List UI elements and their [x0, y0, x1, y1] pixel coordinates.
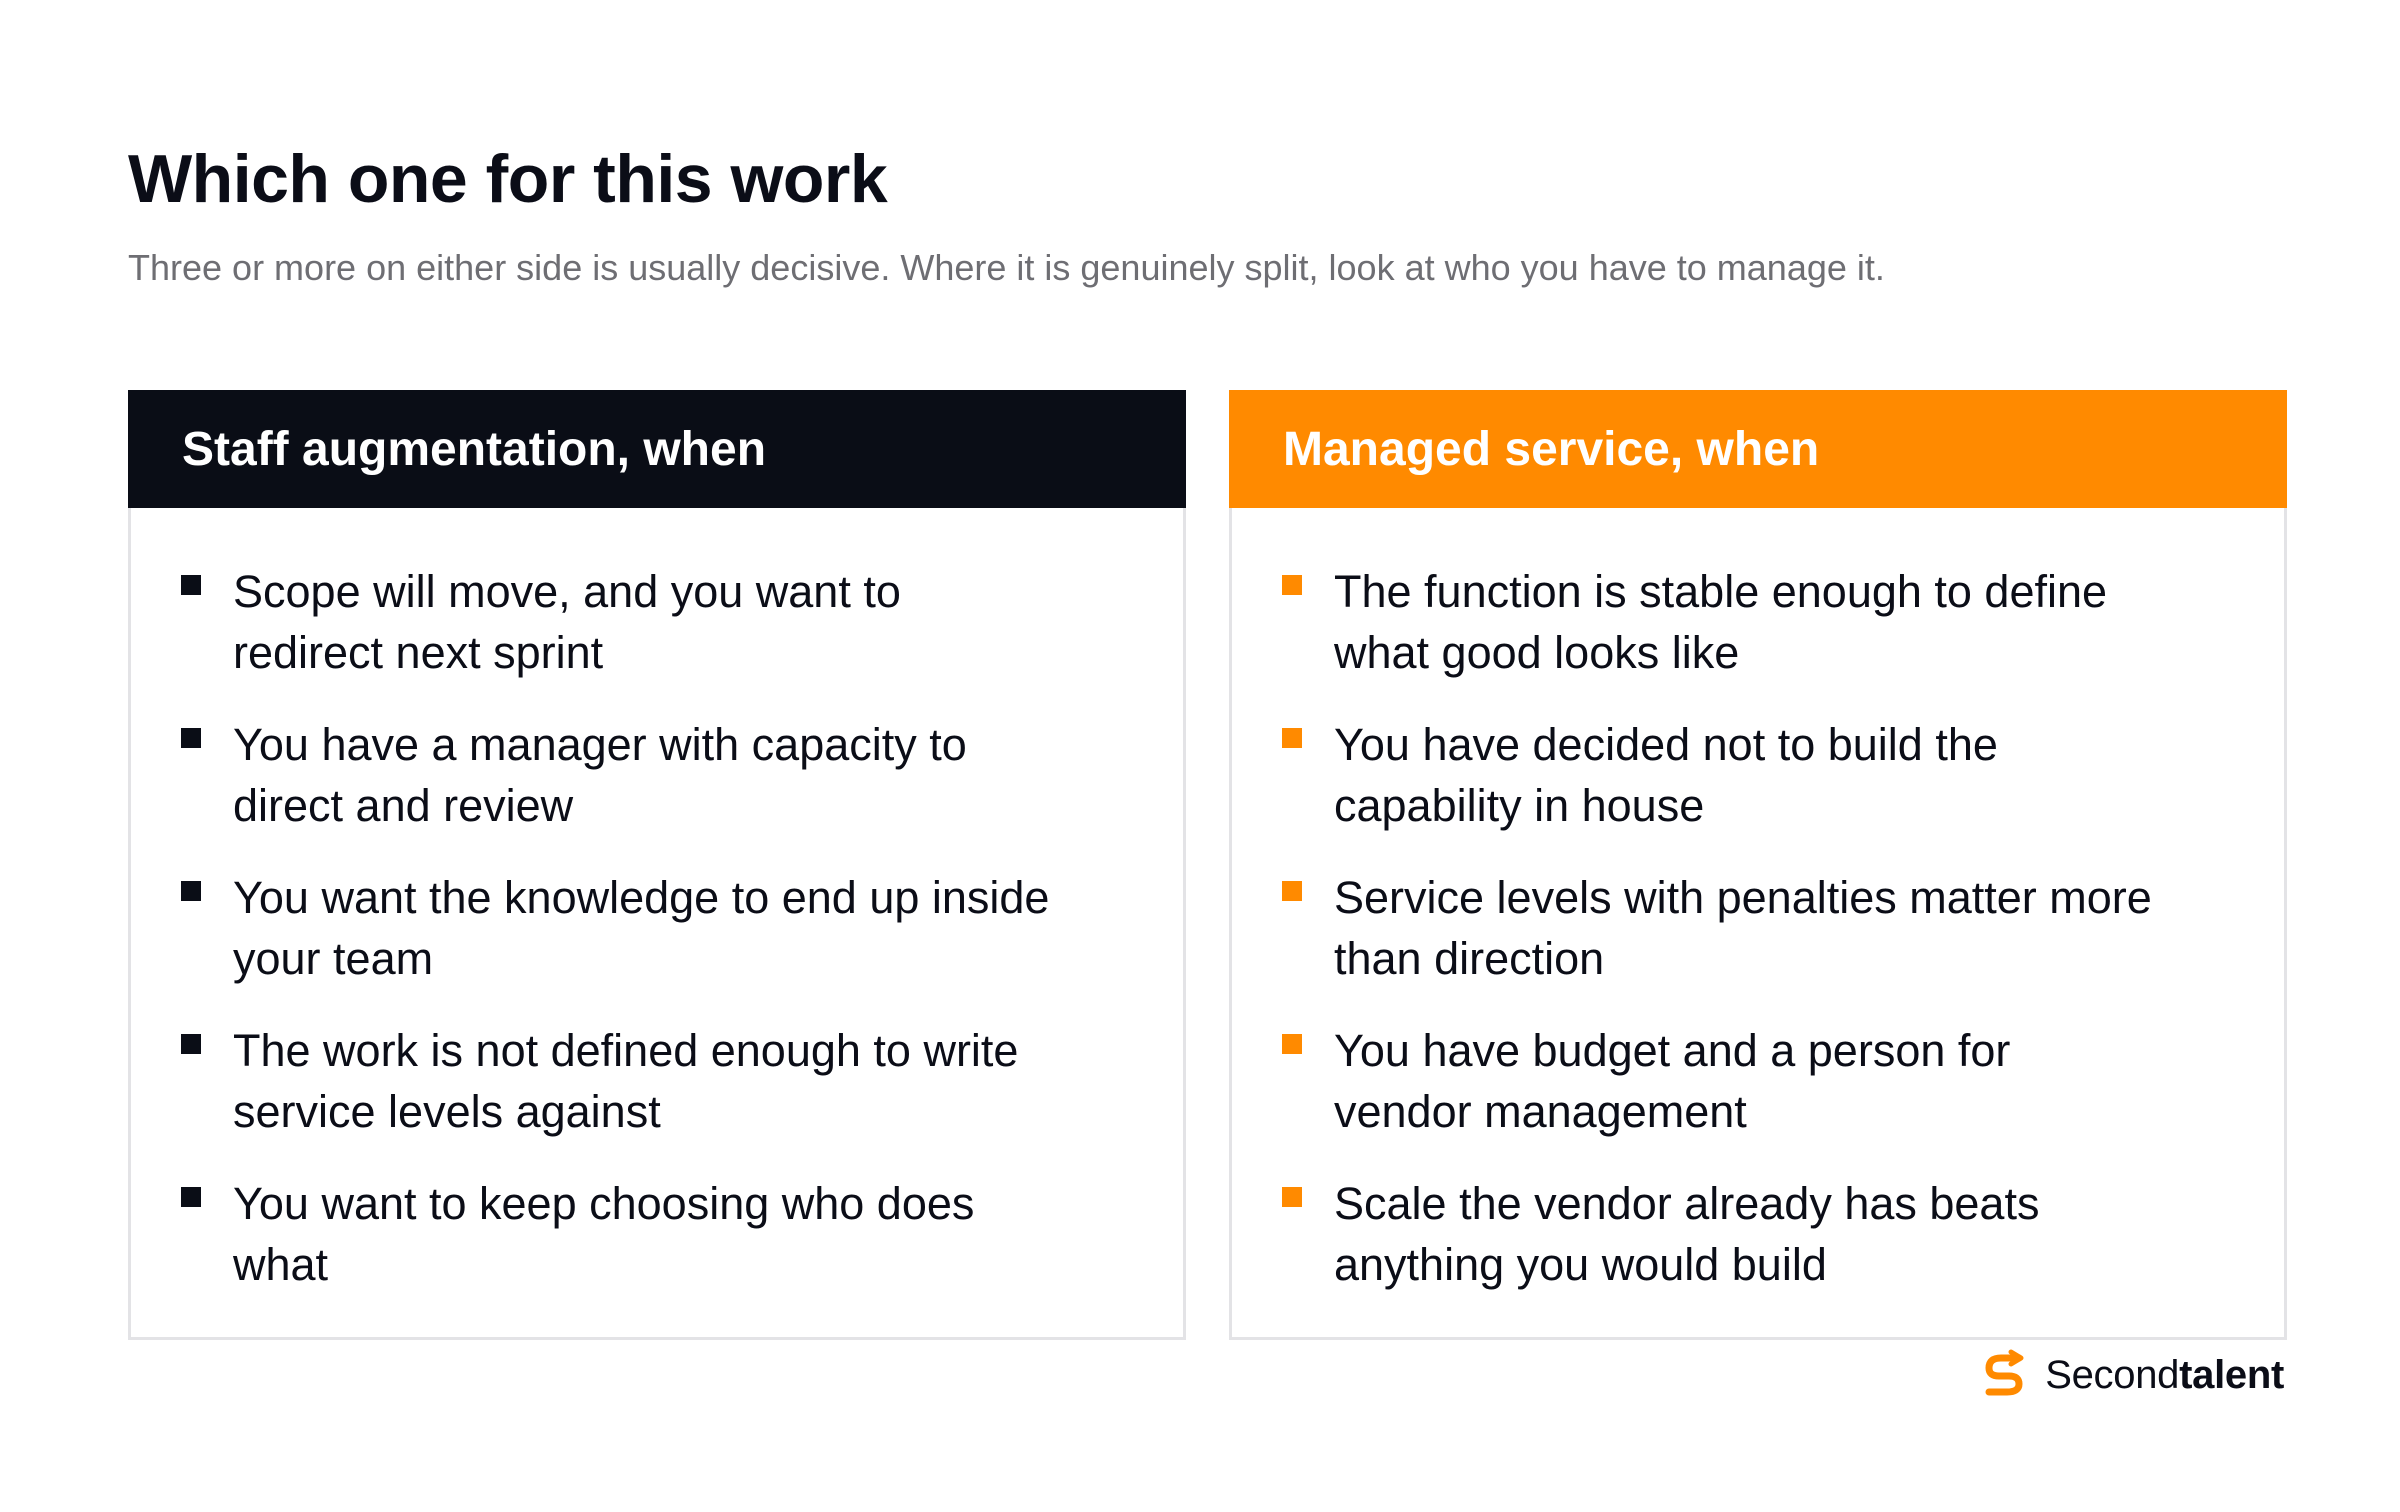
list-item-text: Scope will move, and you want to redirect next sprint	[233, 566, 901, 678]
list-item	[181, 1173, 1141, 1326]
page-title: Which one for this work	[128, 141, 888, 217]
list-item-text: The work is not defined enough to write service levels against	[233, 1025, 1019, 1137]
square-bullet-icon	[181, 575, 201, 595]
list-item	[181, 714, 1141, 867]
list-item	[1282, 561, 2242, 714]
staff-augmentation-card	[128, 390, 1186, 1340]
managed-service-card	[1229, 390, 2287, 1340]
square-bullet-icon	[1282, 1187, 1302, 1207]
square-bullet-icon	[1282, 575, 1302, 595]
square-bullet-icon	[181, 881, 201, 901]
managed-service-list	[1282, 561, 2242, 1326]
list-item-text: You want to keep choosing who does what	[233, 1178, 975, 1290]
list-item	[1282, 867, 2242, 1020]
list-item-text: You have budget and a person for vendor management	[1334, 1025, 2011, 1137]
list-item	[181, 561, 1141, 714]
brand-name	[2045, 1353, 2284, 1398]
square-bullet-icon	[1282, 728, 1302, 748]
list-item-text: Service levels with penalties matter more than direction	[1334, 872, 2152, 984]
list-item-text: You want the knowledge to end up inside your team	[233, 872, 1050, 984]
list-item	[1282, 1173, 2242, 1326]
square-bullet-icon	[1282, 881, 1302, 901]
page-subtitle: Three or more on either side is usually decisive. Where it is genuinely split, look at who you have to manage it.	[128, 247, 1885, 288]
list-item	[181, 1020, 1141, 1173]
list-item	[1282, 714, 2242, 867]
square-bullet-icon	[181, 1034, 201, 1054]
staff-augmentation-header: Staff augmentation, when	[128, 390, 1186, 508]
managed-service-header: Managed service, when	[1229, 390, 2287, 508]
list-item-text: The function is stable enough to define what good looks like	[1334, 566, 2108, 678]
square-bullet-icon	[181, 1187, 201, 1207]
staff-augmentation-list	[181, 561, 1141, 1326]
brand-name-light: Second	[2045, 1352, 2180, 1397]
list-item	[1282, 1020, 2242, 1173]
secondtalent-logo-icon	[1977, 1348, 2031, 1402]
list-item-text: You have decided not to build the capability in house	[1334, 719, 1998, 831]
list-item-text: Scale the vendor already has beats anything you would build	[1334, 1178, 2040, 1290]
square-bullet-icon	[181, 728, 201, 748]
list-item	[181, 867, 1141, 1020]
brand-name-bold: talent	[2179, 1352, 2284, 1397]
brand-logo	[1977, 1348, 2284, 1402]
square-bullet-icon	[1282, 1034, 1302, 1054]
list-item-text: You have a manager with capacity to direct and review	[233, 719, 967, 831]
